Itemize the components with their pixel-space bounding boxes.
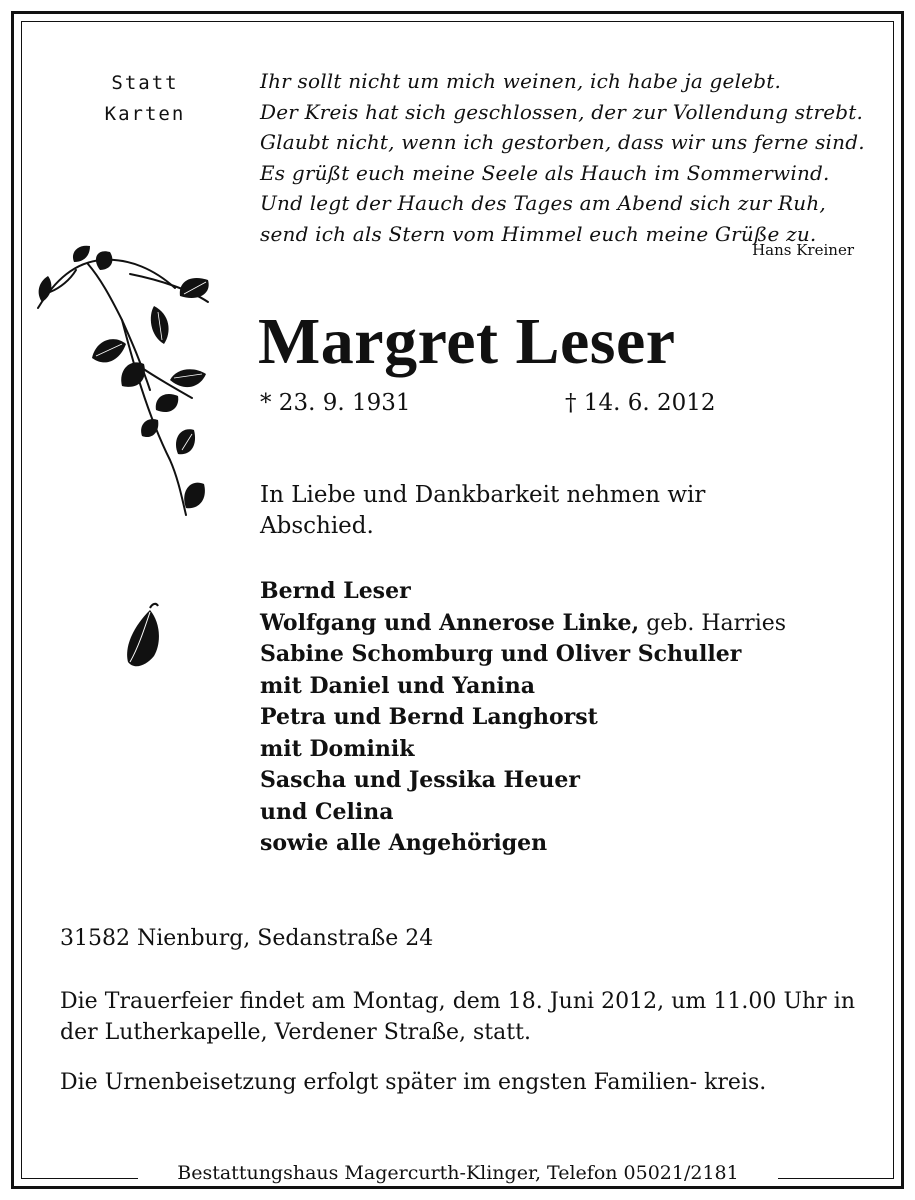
- burial-info: Die Urnenbeisetzung erfolgt später im engsten Familien- kreis.: [60, 1070, 767, 1095]
- ceremony-info: Die Trauerfeier findet am Montag, dem 18. Juni 2012, um 11.00 Uhr in der Lutherkapelle, Verdener Straße, statt.: [60, 989, 855, 1045]
- mourner-line: Bernd Leser: [260, 578, 411, 604]
- birth-date: * 23. 9. 1931: [260, 390, 411, 416]
- mourner-line: [260, 608, 880, 640]
- farewell-text: In Liebe und Dankbarkeit nehmen wir Abschied.: [260, 482, 706, 539]
- mourner-line: mit Dominik: [260, 735, 415, 762]
- mourner-name: Wolfgang und Annerose Linke,: [260, 609, 640, 636]
- mourner-line: und Celina: [260, 798, 394, 825]
- mourner-line: Sascha und Jessika Heuer: [260, 767, 580, 793]
- poem-line: send ich als Stern vom Himmel euch meine Grüße zu.: [260, 221, 817, 246]
- statt-karten-note: [80, 68, 210, 130]
- poem-line: Und legt der Hauch des Tages am Abend sich zur Ruh,: [260, 191, 826, 215]
- death-date: † 14. 6. 2012: [565, 390, 716, 416]
- mourner-line: Sabine Schomburg und Oliver Schuller: [260, 641, 742, 667]
- poem: [260, 66, 870, 249]
- mourner-line: Petra und Bernd Langhorst: [260, 704, 598, 730]
- address: 31582 Nienburg, Sedanstraße 24: [60, 926, 434, 951]
- mourner-line: sowie alle Angehörigen: [260, 830, 548, 856]
- deceased-name: Margret Leser: [258, 305, 676, 378]
- maiden-name: geb. Harries: [639, 610, 787, 636]
- poem-line: Ihr sollt nicht um mich weinen, ich habe ja gelebt.: [260, 69, 782, 93]
- poem-author: Hans Kreiner: [752, 241, 854, 259]
- falling-leaf-icon: [120, 600, 170, 680]
- mourner-line: mit Daniel und Yanina: [260, 672, 536, 699]
- poem-line: Der Kreis hat sich geschlossen, der zur Vollendung strebt.: [260, 99, 864, 124]
- funeral-home-footer: Bestattungshaus Magercurth-Klinger, Telefon 05021/2181: [138, 1162, 778, 1184]
- poem-line: Glaubt nicht, wenn ich gestorben, dass wir uns ferne sind.: [260, 130, 865, 154]
- statt-line: Statt: [111, 72, 179, 94]
- mourners-list: [260, 576, 880, 860]
- birch-branch-icon: [30, 240, 230, 530]
- poem-line: Es grüßt euch meine Seele als Hauch im Sommerwind.: [260, 160, 830, 185]
- karten-line: Karten: [104, 103, 186, 125]
